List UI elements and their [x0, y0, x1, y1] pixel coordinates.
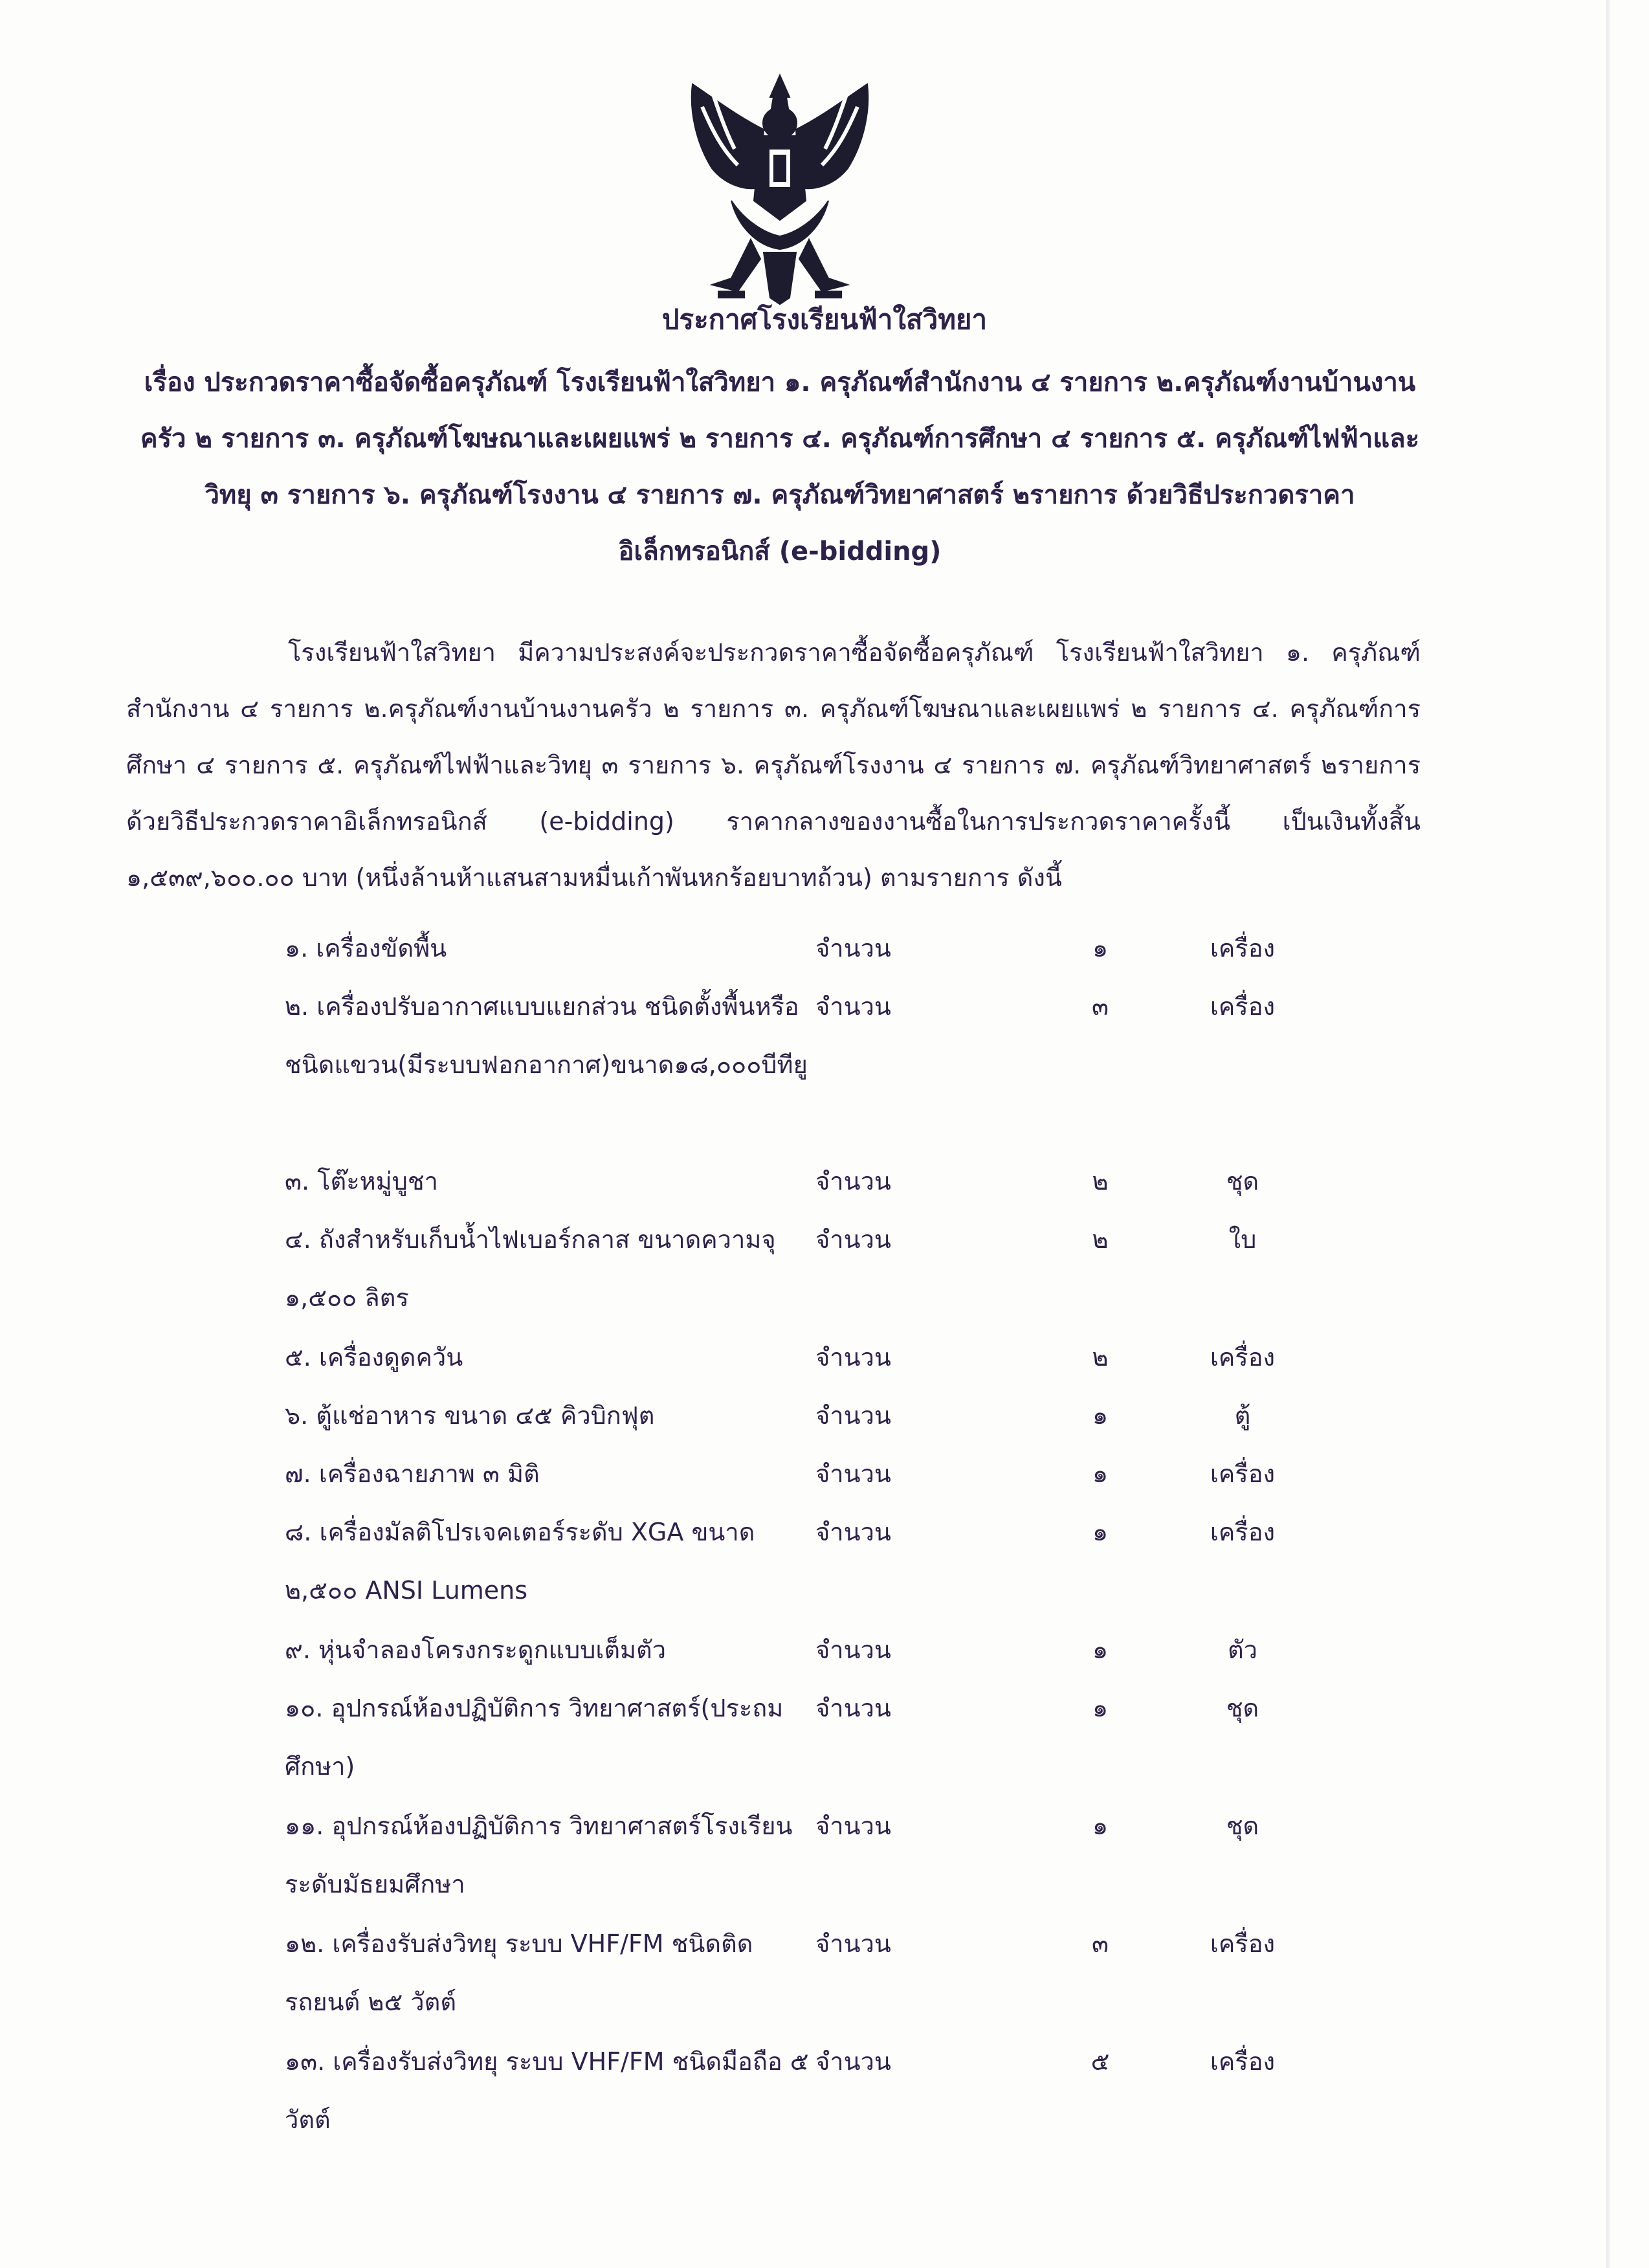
item-qty-label: จำนวน: [815, 1343, 891, 1372]
item-qty-label: จำนวน: [815, 1225, 891, 1254]
list-item: [285, 1210, 1385, 1328]
item-unit: ตู้: [1234, 1401, 1251, 1430]
item-qty: ๓: [1092, 992, 1109, 1021]
item-unit: เครื่อง: [1210, 1460, 1276, 1488]
item-name: ๑๐. อุปกรณ์ห้องปฏิบัติการ วิทยาศาสตร์(ประถมศึกษา): [285, 1694, 784, 1781]
item-unit: ตัว: [1227, 1636, 1257, 1664]
item-unit: เครื่อง: [1210, 1343, 1276, 1372]
item-unit: ชุด: [1226, 1812, 1259, 1840]
list-item: [285, 1386, 1385, 1445]
item-name: ๑. เครื่องขัดพื้น: [285, 934, 447, 962]
item-unit: ชุด: [1226, 1167, 1259, 1195]
garuda-emblem-icon: [673, 71, 887, 311]
item-name: ๕. เครื่องดูดควัน: [285, 1343, 463, 1372]
list-item: [285, 977, 1385, 1152]
item-qty: ๑: [1092, 1460, 1109, 1488]
item-qty: ๑: [1092, 1518, 1109, 1546]
item-qty: ๒: [1092, 1225, 1109, 1254]
item-unit: เครื่อง: [1210, 1518, 1276, 1546]
list-item: [285, 2032, 1385, 2150]
item-name: ๑๑. อุปกรณ์ห้องปฏิบัติการ วิทยาศาสตร์โรงเรียนระดับมัธยมศึกษา: [285, 1812, 793, 1898]
item-qty-label: จำนวน: [815, 1636, 891, 1664]
item-qty: ๑: [1092, 1812, 1109, 1840]
item-name: ๑๓. เครื่องรับส่งวิทยุ ระบบ VHF/FM ชนิดมือถือ ๕ วัตต์: [285, 2047, 809, 2134]
item-name: ๘. เครื่องมัลติโปรเจคเตอร์ระดับ XGA ขนาด ๒,๕๐๐ ANSI Lumens: [285, 1518, 755, 1605]
item-qty-label: จำนวน: [815, 1518, 891, 1546]
item-unit: เครื่อง: [1210, 934, 1276, 962]
item-unit: เครื่อง: [1210, 1929, 1276, 1958]
item-qty-label: จำนวน: [815, 1812, 891, 1840]
item-qty: ๕: [1090, 2047, 1110, 2076]
item-name: ๙. หุ่นจำลองโครงกระดูกแบบเต็มตัว: [285, 1636, 667, 1664]
list-item: [285, 1797, 1385, 1915]
item-name: ๒. เครื่องปรับอากาศแบบแยกส่วน ชนิดตั้งพื้นหรือชนิดแขวน(มีระบบฟอกอากาศ)ขนาด๑๘,๐๐๐บีทียู: [285, 992, 808, 1079]
announcement-subject: เรื่อง ประกวดราคาซื้อจัดซื้อครุภัณฑ์ โรงเรียนฟ้าใสวิทยา ๑. ครุภัณฑ์สำนักงาน ๔ รายการ ๒.ครุภัณฑ์งานบ้านงานครัว ๒ รายการ ๓. ครุภัณฑ์โฆษณาและเผยแพร่ ๒ รายการ ๔. ครุภัณฑ์การศึกษา ๔ รายการ ๕. ครุภัณฑ์ไฟฟ้าและวิทยุ ๓ รายการ ๖. ครุภัณฑ์โรงงาน ๔ รายการ ๗. ครุภัณฑ์วิทยาศาสตร์ ๒รายการ ด้วยวิธีประกวดราคาอิเล็กทรอนิกส์ (e-bidding): [140, 368, 1420, 566]
item-qty: ๑: [1092, 934, 1109, 962]
list-item: [285, 1445, 1385, 1503]
item-unit: เครื่อง: [1210, 992, 1276, 1021]
list-item: [285, 1152, 1385, 1210]
item-qty: ๑: [1092, 1401, 1109, 1430]
list-item: [285, 1328, 1385, 1386]
list-item: [285, 1621, 1385, 1679]
list-item: [285, 919, 1385, 977]
item-qty-label: จำนวน: [815, 1167, 891, 1195]
item-unit: ชุด: [1226, 1694, 1259, 1722]
item-name: ๖. ตู้แช่อาหาร ขนาด ๔๕ คิวบิกฟุต: [285, 1401, 655, 1430]
item-qty: ๓: [1092, 1929, 1109, 1958]
list-item: [285, 1503, 1385, 1621]
item-list: [285, 919, 1385, 2150]
item-name: ๗. เครื่องฉายภาพ ๓ มิติ: [285, 1460, 540, 1488]
item-unit: ใบ: [1228, 1225, 1257, 1254]
item-name: ๑๒. เครื่องรับส่งวิทยุ ระบบ VHF/FM ชนิดติดรถยนต์ ๒๕ วัตต์: [285, 1929, 753, 2016]
item-name: ๔. ถังสำหรับเก็บน้ำไฟเบอร์กลาส ขนาดความจุ ๑,๕๐๐ ลิตร: [285, 1225, 776, 1312]
item-qty: ๑: [1092, 1694, 1109, 1722]
item-qty-label: จำนวน: [815, 2047, 891, 2076]
item-qty-label: จำนวน: [815, 992, 891, 1021]
announcement-title: ประกาศโรงเรียนฟ้าใสวิทยา: [661, 304, 988, 335]
item-qty-label: จำนวน: [815, 1694, 891, 1722]
item-qty-label: จำนวน: [815, 1929, 891, 1958]
item-qty: ๑: [1092, 1636, 1109, 1664]
list-item: [285, 1679, 1385, 1797]
item-qty-label: จำนวน: [815, 1401, 891, 1430]
list-item: [285, 1915, 1385, 2032]
item-qty: ๒: [1092, 1343, 1109, 1372]
item-qty-label: จำนวน: [815, 934, 891, 962]
announcement-body: โรงเรียนฟ้าใสวิทยา มีความประสงค์จะประกวดราคาซื้อจัดซื้อครุภัณฑ์ โรงเรียนฟ้าใสวิทยา ๑. ครุภัณฑ์สำนักงาน ๔ รายการ ๒.ครุภัณฑ์งานบ้านงานครัว ๒ รายการ ๓. ครุภัณฑ์โฆษณาและเผยแพร่ ๒ รายการ ๔. ครุภัณฑ์การศึกษา ๔ รายการ ๕. ครุภัณฑ์ไฟฟ้าและวิทยุ ๓ รายการ ๖. ครุภัณฑ์โรงงาน ๔ รายการ ๗. ครุภัณฑ์วิทยาศาสตร์ ๒รายการ ด้วยวิธีประกวดราคาอิเล็กทรอนิกส์ (e-bidding) ราคากลางของงานซื้อในการประกวดราคาครั้งนี้ เป็นเงินทั้งสิ้น ๑,๕๓๙,๖๐๐.๐๐ บาท (หนึ่งล้านห้าแสนสามหมื่นเก้าพันหกร้อยบาทถ้วน) ตามรายการ ดังนี้: [126, 638, 1421, 892]
item-unit: เครื่อง: [1210, 2047, 1276, 2076]
item-qty: ๒: [1092, 1167, 1109, 1195]
item-qty-label: จำนวน: [815, 1460, 891, 1488]
item-name: ๓. โต๊ะหมู่บูชา: [285, 1167, 438, 1195]
